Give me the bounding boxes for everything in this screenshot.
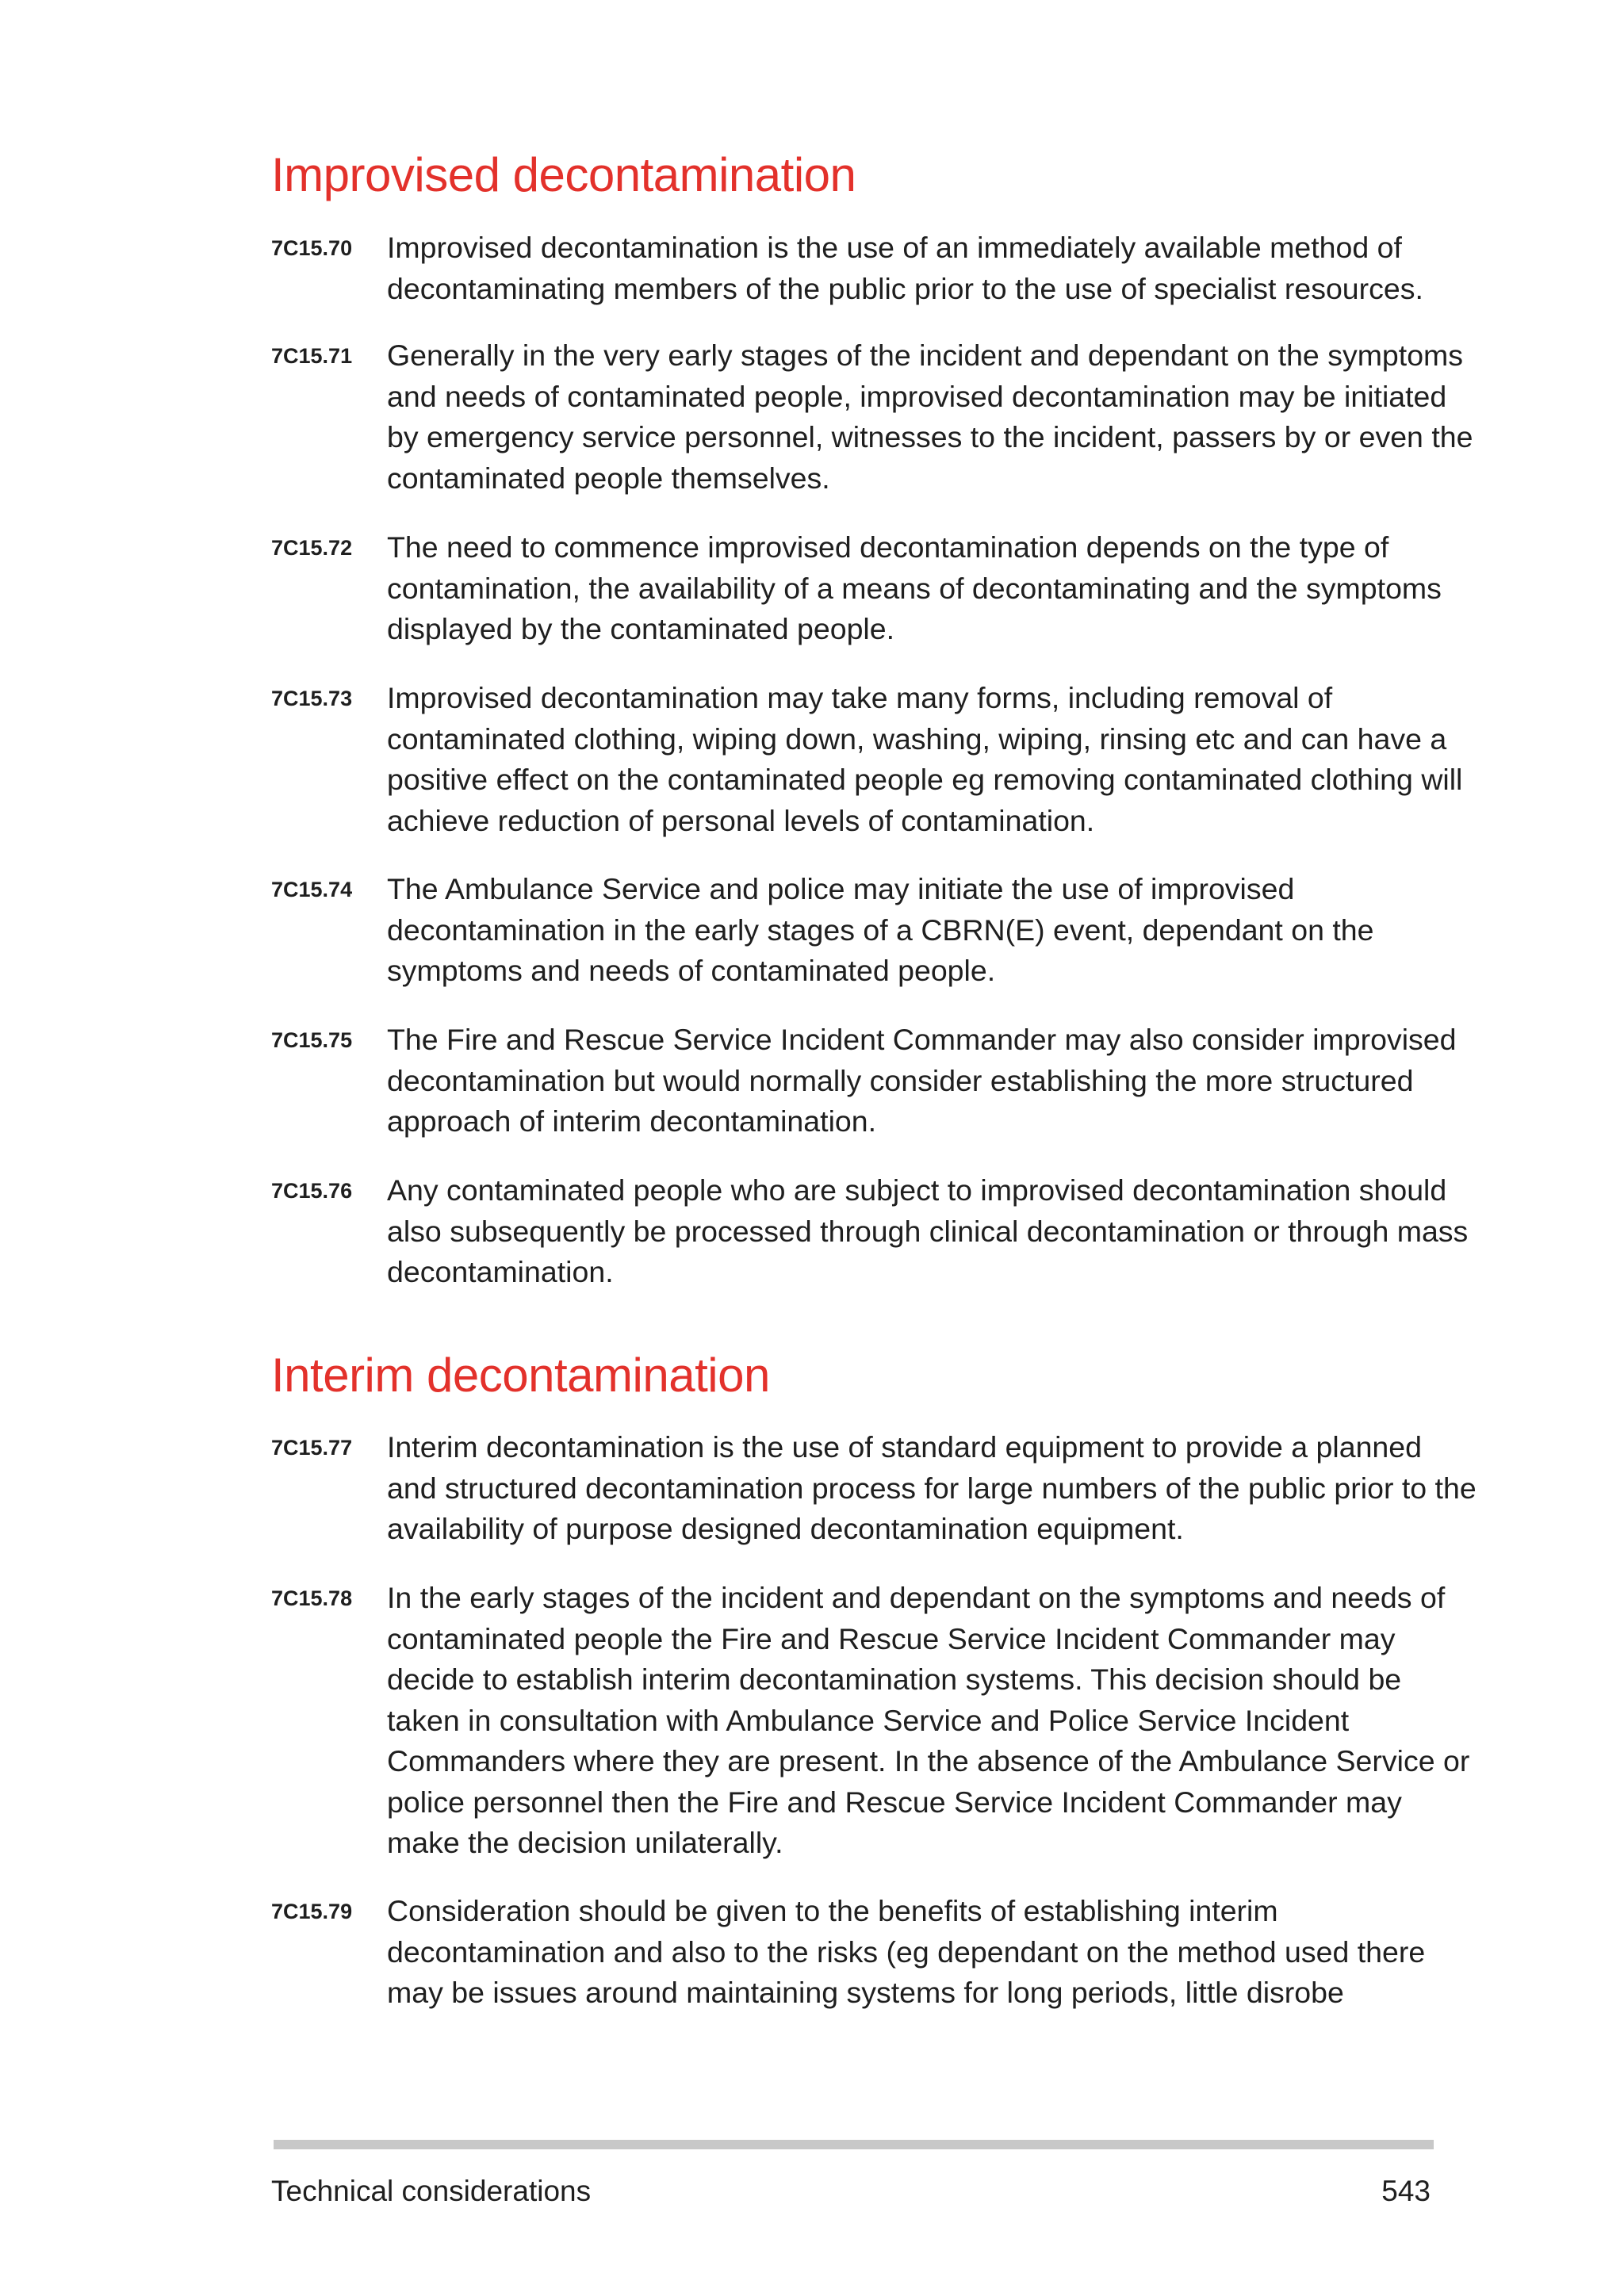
paragraph-text: Interim decontamination is the use of standard equipment to provide a planned and structured decontamination process for large numbers of the public prior to the availability of purpose designed decontamination equipment. [387, 1430, 1477, 1545]
paragraph-number: 7C15.77 [271, 1436, 353, 1460]
paragraph-text: The Fire and Rescue Service Incident Commander may also consider improvised decontamination but would normally consider establishing the more structured approach of interim decontamination. [387, 1023, 1457, 1138]
paragraph-text: Improvised decontamination is the use of an immediately available method of decontaminating members of the public prior to the use of specialist resources. [387, 231, 1423, 305]
paragraph-number: 7C15.74 [271, 878, 353, 901]
page-number: 543 [1381, 2175, 1431, 2207]
paragraph-number: 7C15.70 [271, 236, 353, 260]
paragraph-text: Generally in the very early stages of the incident and dependant on the symptoms and needs of contaminated people, improvised decontamination may be initiated by emergency service personnel, witnesses to the incident, passers by or even the contaminated people themselves. [387, 339, 1473, 495]
paragraph-text: Consideration should be given to the benefits of establishing interim decontamination and also to the risks (eg dependant on the method used there may be issues around maintaining systems for long periods, little disrobe [387, 1894, 1426, 2009]
paragraph-text: Improvised decontamination may take many forms, including removal of contaminated clothing, wiping down, washing, wiping, rinsing etc and can have a positive effect on the contaminated people eg removing contaminated clothing will achieve reduction of personal levels of contamination. [387, 681, 1463, 837]
paragraph-text: Any contaminated people who are subject to improvised decontamination should also subsequently be processed through clinical decontamination or through mass decontamination. [387, 1173, 1469, 1288]
section-heading-interim: Interim decontamination [271, 1349, 770, 1402]
paragraph-text: The need to commence improvised decontamination depends on the type of contamination, the availability of a means of decontaminating and the symptoms displayed by the contaminated people. [387, 530, 1442, 645]
section-heading-improvised: Improvised decontamination [271, 148, 856, 201]
paragraph-number: 7C15.72 [271, 536, 353, 560]
paragraph-text: The Ambulance Service and police may initiate the use of improvised decontamination in the early stages of a CBRN(E) event, dependant on the symptoms and needs of contaminated people. [387, 872, 1374, 987]
paragraph-number: 7C15.79 [271, 1900, 353, 1923]
paragraph-number: 7C15.78 [271, 1586, 353, 1610]
paragraph-number: 7C15.71 [271, 344, 353, 368]
paragraph-number: 7C15.73 [271, 687, 353, 710]
paragraph-text: In the early stages of the incident and dependant on the symptoms and needs of contaminated people the Fire and Rescue Service Incident Commander may decide to establish interim decontamination systems. This decision should be taken in consultation with Ambulance Service and Police Service Incident Commanders where they are present. In the absence of the Ambulance Service or police personnel then the Fire and Rescue Service Incident Commander may make the decision unilaterally. [387, 1581, 1470, 1859]
paragraph-number: 7C15.75 [271, 1028, 353, 1052]
paragraph-number: 7C15.76 [271, 1179, 353, 1203]
footer-divider [274, 2140, 1434, 2149]
footer-section-title: Technical considerations [271, 2175, 592, 2207]
